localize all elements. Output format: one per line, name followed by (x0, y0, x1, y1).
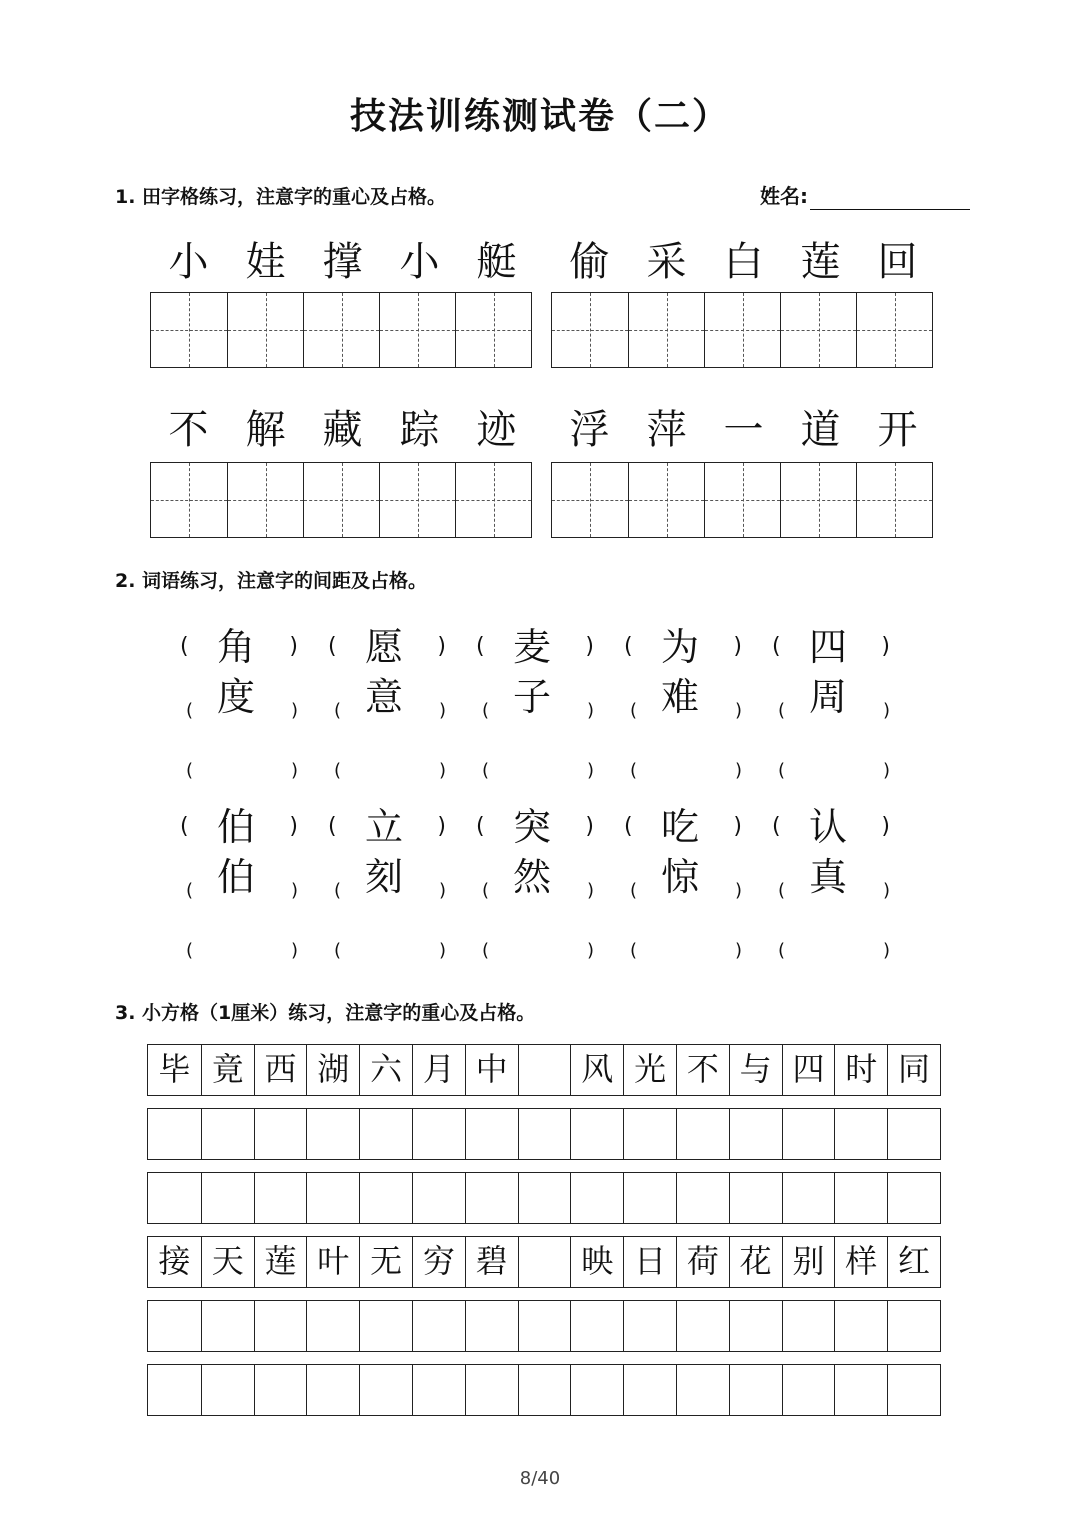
q3-char-cell: 别 (782, 1237, 835, 1287)
q3-practice-cell[interactable] (201, 1173, 254, 1223)
tian-grid-2b[interactable] (551, 462, 933, 538)
q3-char-cell: 日 (623, 1237, 676, 1287)
tian-grid-2a[interactable] (150, 462, 532, 538)
q3-practice-cell[interactable] (887, 1365, 940, 1415)
tian-cell[interactable] (151, 463, 227, 537)
q3-char-cell: 时 (834, 1045, 887, 1095)
tian-cell[interactable] (379, 463, 455, 537)
tian-cell[interactable] (379, 293, 455, 367)
question-2-title: 2. 词语练习，注意字的间距及占格。 (115, 570, 428, 592)
q1-char: 采 (646, 239, 687, 285)
q3-char-cell: 天 (201, 1237, 254, 1287)
tian-grid-1b[interactable] (551, 292, 933, 368)
q3-practice-cell[interactable] (782, 1109, 835, 1159)
tian-cell[interactable] (704, 293, 780, 367)
q3-practice-cell[interactable] (518, 1109, 571, 1159)
q2-blank[interactable]: ( ) (630, 700, 742, 721)
q3-char-cell: 花 (729, 1237, 782, 1287)
tian-cell[interactable] (227, 293, 303, 367)
q1-char: 撑 (322, 239, 363, 285)
q2-blank[interactable]: ( ) (482, 760, 594, 781)
q3-practice-cell[interactable] (412, 1109, 465, 1159)
q2-blank[interactable]: ( ) (778, 760, 890, 781)
q2-blank[interactable]: ( ) (482, 880, 594, 901)
q1-char: 开 (877, 407, 918, 453)
q1-char: 萍 (646, 407, 687, 453)
q3-practice-cell[interactable] (834, 1109, 887, 1159)
q3-practice-cell[interactable] (834, 1173, 887, 1223)
q1-char: 一 (723, 407, 764, 453)
q3-practice-cell[interactable] (148, 1365, 201, 1415)
q2-blank[interactable]: ( ) (778, 880, 890, 901)
name-label: 姓名: (760, 184, 808, 208)
q3-char-cell: 与 (729, 1045, 782, 1095)
q2-blank[interactable]: ( ) (334, 760, 446, 781)
q3-practice-cell[interactable] (729, 1365, 782, 1415)
q3-practice-cell[interactable] (676, 1173, 729, 1223)
q1-char: 踪 (399, 407, 440, 453)
q3-practice-cell[interactable] (148, 1301, 201, 1351)
q3-practice-cell[interactable] (623, 1173, 676, 1223)
q1-char: 浮 (569, 407, 610, 453)
q3-practice-cell[interactable] (412, 1301, 465, 1351)
q3-char-cell: 无 (359, 1237, 412, 1287)
q1-char: 不 (168, 407, 209, 453)
q3-practice-cell[interactable] (729, 1173, 782, 1223)
question-1-title: 1. 田字格练习，注意字的重心及占格。 (115, 186, 447, 208)
q3-char-cell: 风 (570, 1045, 623, 1095)
tian-cell[interactable] (227, 463, 303, 537)
q3-char-cell: 中 (465, 1045, 518, 1095)
tian-cell[interactable] (856, 293, 932, 367)
q1-char: 道 (800, 407, 841, 453)
q3-practice-cell[interactable] (623, 1109, 676, 1159)
q3-practice-cell[interactable] (412, 1173, 465, 1223)
q1-char: 回 (877, 239, 918, 285)
q3-char-row-2 (147, 1236, 941, 1288)
q2-word: ( 吃惊 ) (624, 805, 742, 899)
q3-char-cell: 光 (623, 1045, 676, 1095)
tian-cell[interactable] (704, 463, 780, 537)
q2-blank[interactable]: ( ) (778, 700, 890, 721)
q2-word: ( 伯伯 ) (180, 805, 298, 899)
tian-cell[interactable] (552, 293, 628, 367)
q2-word: ( 为难 ) (624, 625, 742, 719)
q3-char-cell: 映 (570, 1237, 623, 1287)
q3-char-cell (518, 1045, 571, 1095)
q3-practice-cell[interactable] (887, 1109, 940, 1159)
q3-practice-cell[interactable] (570, 1301, 623, 1351)
q3-practice-cell[interactable] (782, 1301, 835, 1351)
q2-blank[interactable]: ( ) (630, 940, 742, 961)
q1-char: 迹 (476, 407, 517, 453)
q3-char-cell: 毕 (158, 1050, 191, 1088)
tian-cell[interactable] (780, 293, 856, 367)
q3-practice-cell[interactable] (412, 1365, 465, 1415)
q3-practice-row[interactable] (147, 1108, 941, 1160)
q3-char-cell: 同 (887, 1045, 940, 1095)
q1-char: 艇 (476, 239, 517, 285)
q3-practice-cell[interactable] (518, 1365, 571, 1415)
q3-practice-cell[interactable] (465, 1173, 518, 1223)
q2-word: ( 突然 ) (476, 805, 594, 899)
q2-blank[interactable]: ( ) (334, 700, 446, 721)
q3-practice-cell[interactable] (306, 1365, 359, 1415)
q3-practice-row[interactable] (147, 1364, 941, 1416)
q2-word: ( 角度 ) (180, 625, 298, 719)
q3-practice-cell[interactable] (359, 1301, 412, 1351)
q3-practice-cell[interactable] (834, 1365, 887, 1415)
q3-practice-cell[interactable] (254, 1365, 307, 1415)
q2-blank[interactable]: ( ) (186, 880, 298, 901)
q3-practice-cell[interactable] (887, 1301, 940, 1351)
q3-char-cell: 莲 (254, 1237, 307, 1287)
q3-practice-cell[interactable] (306, 1301, 359, 1351)
q3-practice-cell[interactable] (676, 1301, 729, 1351)
q3-char-cell: 不 (676, 1045, 729, 1095)
tian-cell[interactable] (628, 293, 704, 367)
q3-practice-cell[interactable] (518, 1173, 571, 1223)
q3-char-cell: 叶 (306, 1237, 359, 1287)
q1-char: 白 (723, 239, 764, 285)
q2-blank[interactable]: ( ) (334, 880, 446, 901)
q3-practice-cell[interactable] (201, 1365, 254, 1415)
q3-practice-cell[interactable] (306, 1109, 359, 1159)
tian-grid-1a[interactable] (150, 292, 532, 368)
q3-char-cell: 六 (359, 1045, 412, 1095)
q3-char-cell: 西 (254, 1045, 307, 1095)
q3-practice-cell[interactable] (570, 1365, 623, 1415)
q3-practice-cell[interactable] (623, 1301, 676, 1351)
tian-cell[interactable] (151, 293, 227, 367)
q3-practice-cell[interactable] (782, 1173, 835, 1223)
q3-practice-cell[interactable] (465, 1109, 518, 1159)
q3-char-cell: 接 (158, 1242, 191, 1280)
q3-practice-cell[interactable] (201, 1109, 254, 1159)
q3-char-cell: 红 (887, 1237, 940, 1287)
q3-practice-cell[interactable] (201, 1301, 254, 1351)
question-3-title: 3. 小方格（1厘米）练习，注意字的重心及占格。 (115, 1002, 536, 1024)
tian-cell[interactable] (455, 463, 531, 537)
q1-char: 莲 (800, 239, 841, 285)
q3-char-cell: 样 (834, 1237, 887, 1287)
q3-practice-cell[interactable] (834, 1301, 887, 1351)
tian-cell[interactable] (780, 463, 856, 537)
q3-practice-cell[interactable] (254, 1173, 307, 1223)
q3-practice-cell[interactable] (518, 1301, 571, 1351)
tian-cell[interactable] (455, 293, 531, 367)
q2-blank[interactable]: ( ) (630, 880, 742, 901)
q3-practice-cell[interactable] (306, 1173, 359, 1223)
q3-char-cell: 碧 (465, 1237, 518, 1287)
q3-practice-cell[interactable] (676, 1109, 729, 1159)
q2-blank[interactable]: ( ) (778, 940, 890, 961)
q3-practice-cell[interactable] (148, 1109, 201, 1159)
q2-blank[interactable]: ( ) (630, 760, 742, 781)
q3-practice-cell[interactable] (254, 1301, 307, 1351)
q1-char: 偷 (569, 239, 610, 285)
q3-char-cell (518, 1237, 571, 1287)
q2-blank[interactable]: ( ) (482, 700, 594, 721)
q1-char: 小 (168, 239, 209, 285)
q2-word: ( 立刻 ) (328, 805, 446, 899)
tian-cell[interactable] (303, 293, 379, 367)
q3-char-cell: 湖 (306, 1045, 359, 1095)
q3-char-row-1 (147, 1044, 941, 1096)
page-title: 技法训练测试卷（二） (349, 96, 730, 137)
q2-blank[interactable]: ( ) (186, 760, 298, 781)
q2-word: ( 麦子 ) (476, 625, 594, 719)
q3-char-cell: 月 (412, 1045, 465, 1095)
q3-practice-row[interactable] (147, 1300, 941, 1352)
q3-char-cell: 穷 (412, 1237, 465, 1287)
q3-practice-cell[interactable] (359, 1365, 412, 1415)
q2-word: ( 愿意 ) (328, 625, 446, 719)
q3-practice-cell[interactable] (623, 1365, 676, 1415)
q3-practice-cell[interactable] (148, 1173, 201, 1223)
q3-practice-cell[interactable] (676, 1365, 729, 1415)
q3-practice-cell[interactable] (887, 1173, 940, 1223)
q3-practice-cell[interactable] (465, 1365, 518, 1415)
q3-practice-cell[interactable] (782, 1365, 835, 1415)
q1-char: 小 (399, 239, 440, 285)
q2-word: ( 四周 ) (772, 625, 890, 719)
q3-practice-cell[interactable] (570, 1109, 623, 1159)
tian-cell[interactable] (552, 463, 628, 537)
q1-char: 藏 (322, 407, 363, 453)
tian-cell[interactable] (856, 463, 932, 537)
tian-cell[interactable] (628, 463, 704, 537)
q2-blank[interactable]: ( ) (334, 940, 446, 961)
q3-practice-cell[interactable] (729, 1301, 782, 1351)
q3-char-cell: 竟 (201, 1045, 254, 1095)
name-input-line[interactable] (810, 208, 970, 210)
q2-blank[interactable]: ( ) (482, 940, 594, 961)
q1-char: 娃 (245, 239, 286, 285)
q3-practice-cell[interactable] (359, 1173, 412, 1223)
q3-practice-cell[interactable] (359, 1109, 412, 1159)
tian-cell[interactable] (303, 463, 379, 537)
q2-blank[interactable]: ( ) (186, 700, 298, 721)
q3-practice-cell[interactable] (729, 1109, 782, 1159)
q3-char-cell: 四 (782, 1045, 835, 1095)
q2-blank[interactable]: ( ) (186, 940, 298, 961)
q3-practice-cell[interactable] (570, 1173, 623, 1223)
q3-practice-cell[interactable] (254, 1109, 307, 1159)
q1-char: 解 (245, 407, 286, 453)
q3-practice-cell[interactable] (465, 1301, 518, 1351)
q3-practice-row[interactable] (147, 1172, 941, 1224)
page-number: 8/40 (519, 1468, 561, 1489)
q3-char-cell: 荷 (676, 1237, 729, 1287)
q2-word: ( 认真 ) (772, 805, 890, 899)
